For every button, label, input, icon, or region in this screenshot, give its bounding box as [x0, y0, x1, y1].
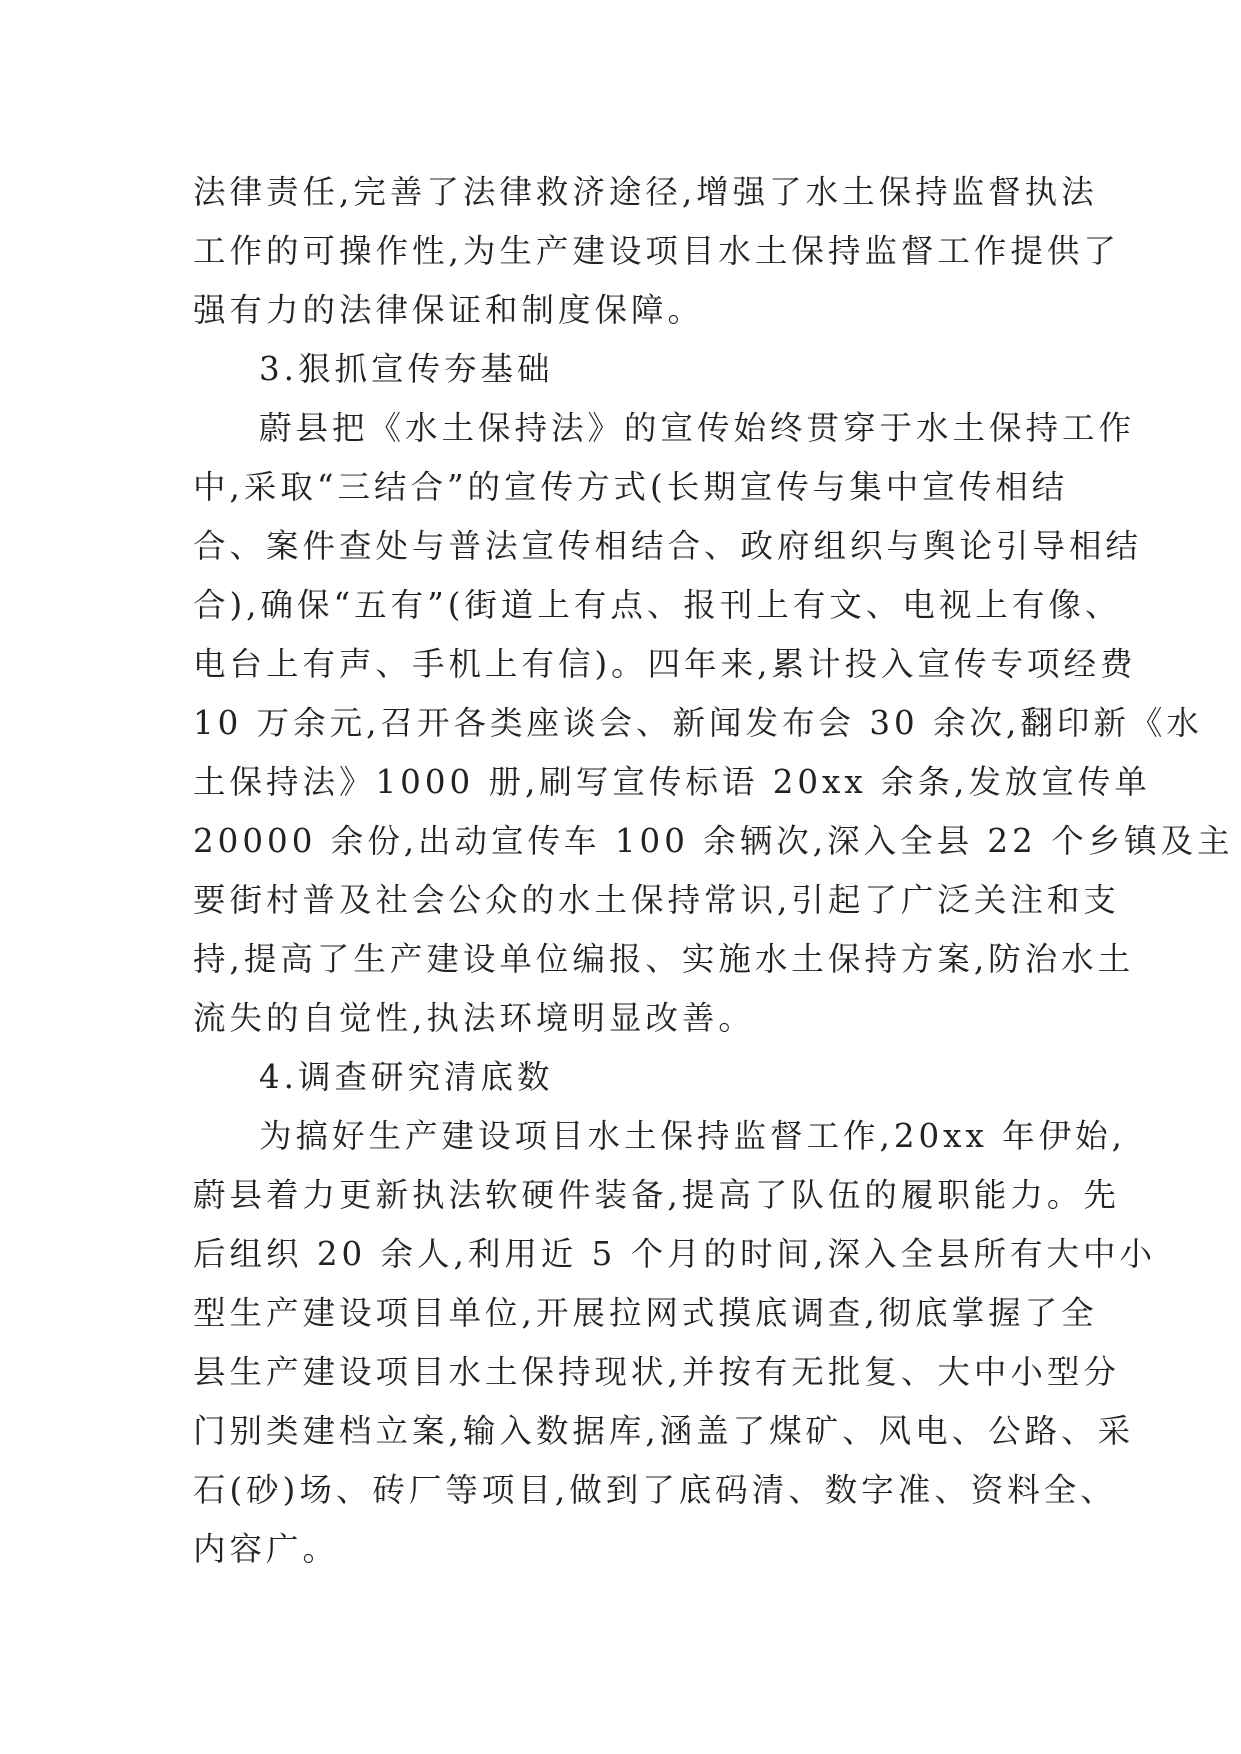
section-heading: 4.调查研究清底数 [259, 1058, 554, 1096]
text-line: 内容广。 [193, 1530, 340, 1568]
text-line: 蔚县把《水土保持法》的宣传始终贯穿于水土保持工作 [259, 409, 1136, 447]
text-line: 后组织 20 余人,利用近 5 个月的时间,深入全县所有大中小 [193, 1235, 1157, 1273]
text-line: 蔚县着力更新执法软硬件装备,提高了队伍的履职能力。先 [193, 1176, 1120, 1214]
text-line: 强有力的法律保证和制度保障。 [193, 291, 705, 329]
text-line: 合),确保“五有”(街道上有点、报刊上有文、电视上有像、 [193, 586, 1122, 624]
text-line: 县生产建设项目水土保持现状,并按有无批复、大中小型分 [193, 1353, 1120, 1391]
text-line: 法律责任,完善了法律救济途径,增强了水土保持监督执法 [193, 173, 1098, 211]
text-line: 电台上有声、手机上有信)。四年来,累计投入宣传专项经费 [193, 645, 1137, 683]
text-line: 土保持法》1000 册,刷写宣传标语 20xx 余条,发放宣传单 [193, 763, 1151, 801]
text-line: 合、案件查处与普法宣传相结合、政府组织与舆论引导相结 [193, 527, 1143, 565]
text-line: 持,提高了生产建设单位编报、实施水土保持方案,防治水土 [193, 940, 1135, 978]
text-line: 要街村普及社会公众的水土保持常识,引起了广泛关注和支 [193, 881, 1120, 919]
document-body [193, 163, 1234, 1579]
text-line: 工作的可操作性,为生产建设项目水土保持监督工作提供了 [193, 232, 1120, 270]
text-line: 20000 余份,出动宣传车 100 余辆次,深入全县 22 个乡镇及主 [193, 822, 1234, 860]
text-line: 型生产建设项目单位,开展拉网式摸底调查,彻底掌握了全 [193, 1294, 1098, 1332]
text-line: 石(砂)场、砖厂等项目,做到了底码清、数字准、资料全、 [193, 1471, 1117, 1509]
text-line: 流失的自觉性,执法环境明显改善。 [193, 999, 755, 1037]
text-line: 为搞好生产建设项目水土保持监督工作,20xx 年伊始, [259, 1117, 1127, 1155]
section-heading: 3.狠抓宣传夯基础 [259, 350, 554, 388]
text-line: 中,采取“三结合”的宣传方式(长期宣传与集中宣传相结 [193, 468, 1069, 506]
text-line: 10 万余元,召开各类座谈会、新闻发布会 30 余次,翻印新《水 [193, 704, 1203, 742]
text-line: 门别类建档立案,输入数据库,涵盖了煤矿、风电、公路、采 [193, 1412, 1135, 1450]
